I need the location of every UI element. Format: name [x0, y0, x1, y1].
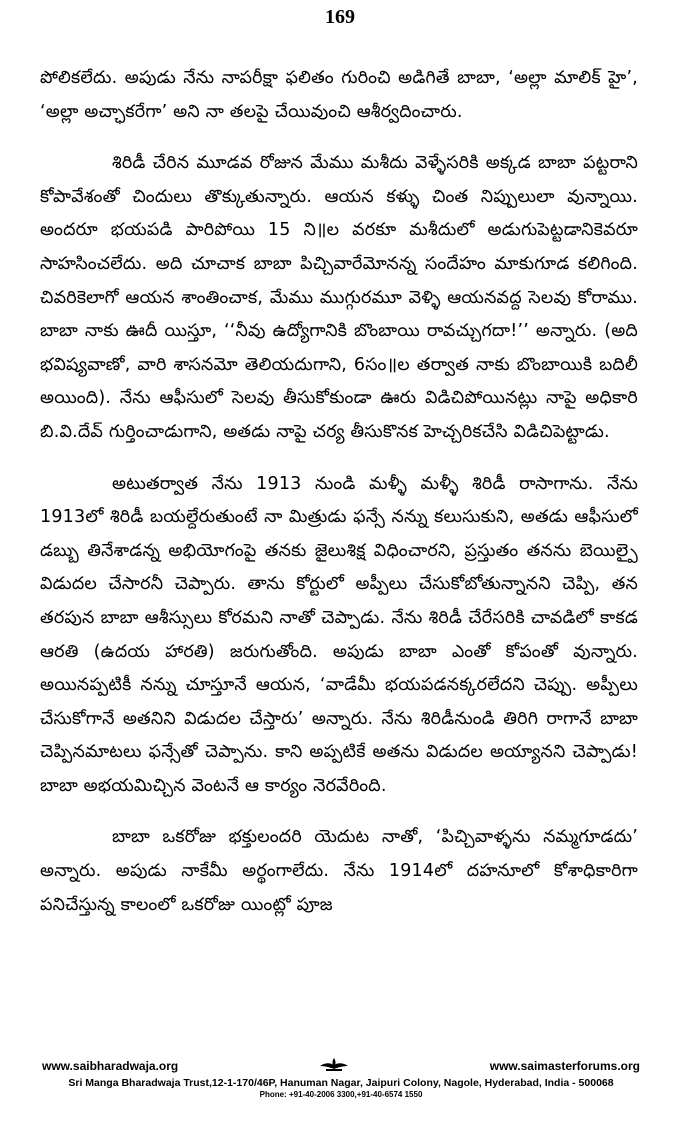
body-text — [40, 62, 638, 940]
paragraph-1: పోలికలేదు. అపుడు నేను నాపరీక్షా ఫలితం గురించి అడిగితే బాబా, ‘అల్లా మాలిక్ హై’, ‘అల్లా అచ్ఛాకరేగా’ అని నా తలపై చేయివుంచి ఆశీర్వదించారు. — [40, 68, 638, 122]
footer-left-link[interactable]: www.saibharadwaja.org — [42, 1059, 179, 1073]
ornament-icon — [316, 1056, 352, 1077]
page-number: 169 — [325, 6, 355, 28]
footer-phone: Phone: +91-40-2006 3300,+91-40-6574 1550 — [259, 1090, 423, 1099]
footer-row — [42, 1056, 640, 1076]
paragraph-3: అటుతర్వాత నేను 1913 నుండి మళ్ళీ మళ్ళీ శిరిడీ రాసాగాను. నేను 1913లో శిరిడీ బయల్దేరుతుంటే నా మిత్రుడు ఫన్సే నన్ను కలుసుకుని, అతడు ఆఫీసులో డబ్బు తినేశాడన్న అభియోగంపై తనకు జైలుశిక్ష విధించారని, ప్రస్తుతం తనను బెయిల్పై విడుదల చేసారనీ చెప్పారు. తాను కోర్టులో అప్పీలు చేసుకోబోతున్నానని చెప్పి, తన తరపున బాబా ఆశీస్సులు కోరమని నాతో చెప్పాడు. నేను శిరిడీ చేరేసరికి చావడిలో కాకడ ఆరతి (ఉదయ హారతి) జరుగుతోంది. అపుడు బాబా ఎంతో కోపంతో వున్నారు. అయినప్పటికీ నన్ను చూస్తూనే ఆయన, ‘వాడేమీ భయపడనక్కరలేదని చెప్పు. అప్పీలు చేసుకోగానే అతనిని విడుదల చేస్తారు’ అన్నారు. నేను శిరిడీనుండి తిరిగి రాగానే బాబా చెప్పినమాటలు ఫన్సేతో చెప్పాను. కాని అప్పటికే అతను విడుదల అయ్యానని చెప్పాడు! బాబా అభయమిచ్చిన వెంటనే ఆ కార్యం నెరవేరింది. — [40, 473, 638, 796]
paragraph-4: బాబా ఒకరోజు భక్తులందరి యెదుట నాతో, ‘పిచ్చివాళ్ళను నమ్మగూడదు’ అన్నారు. అపుడు నాకేమీ అర్థంగాలేదు. నేను 1914లో దహనూలో కోశాధికారిగా పనిచేస్తున్న కాలంలో ఒకరోజు యింట్లో పూజ — [40, 827, 638, 915]
footer-right-link[interactable]: www.saimasterforums.org — [489, 1059, 640, 1073]
footer-address: Sri Manga Bharadwaja Trust,12-1-170/46P, Hanuman Nagar, Jaipuri Colony, Nagole, Hyderabad, India - 500068 — [68, 1077, 614, 1089]
page-footer — [42, 1056, 640, 1099]
paragraph-2: శిరిడీ చేరిన మూడవ రోజున మేము మశీదు వెళ్ళేసరికి అక్కడ బాబా పట్టరాని కోపావేశంతో చిందులు తొక్కుతున్నారు. ఆయన కళ్ళు చింత నిప్పులులా వున్నాయి. అందరూ భయపడి పారిపోయి 15 ని॥ల వరకూ మశీదులో అడుగుపెట్టడానికెవరూ సాహసించలేదు. అది చూచాక బాబా పిచ్చివారేమోనన్న సందేహం మాకుగూడ కలిగింది. చివరికెలాగో ఆయన శాంతించాక, మేము ముగ్గురమూ వెళ్ళి ఆయనవద్ద సెలవు కోరాము. బాబా నాకు ఊదీ యిస్తూ, ‘‘నీవు ఉద్యోగానికి బొంబాయి రావచ్చుగదా!’’ అన్నారు. (అది భవిష్యవాణో, వారి శాసనమో తెలియదుగాని, 6సం॥ల తర్వాత నాకు బొంబాయికి బదిలీ అయింది). నేను ఆఫీసులో సెలవు తీసుకోకుండా ఊరు విడిచిపోయినట్లు నాపై అధికారి బి.వి.దేవ్ గుర్తించాడుగాని, అతడు నాపై చర్య తీసుకొనక హెచ్చరికచేసి విడిచిపెట్టాడు. — [40, 153, 638, 442]
